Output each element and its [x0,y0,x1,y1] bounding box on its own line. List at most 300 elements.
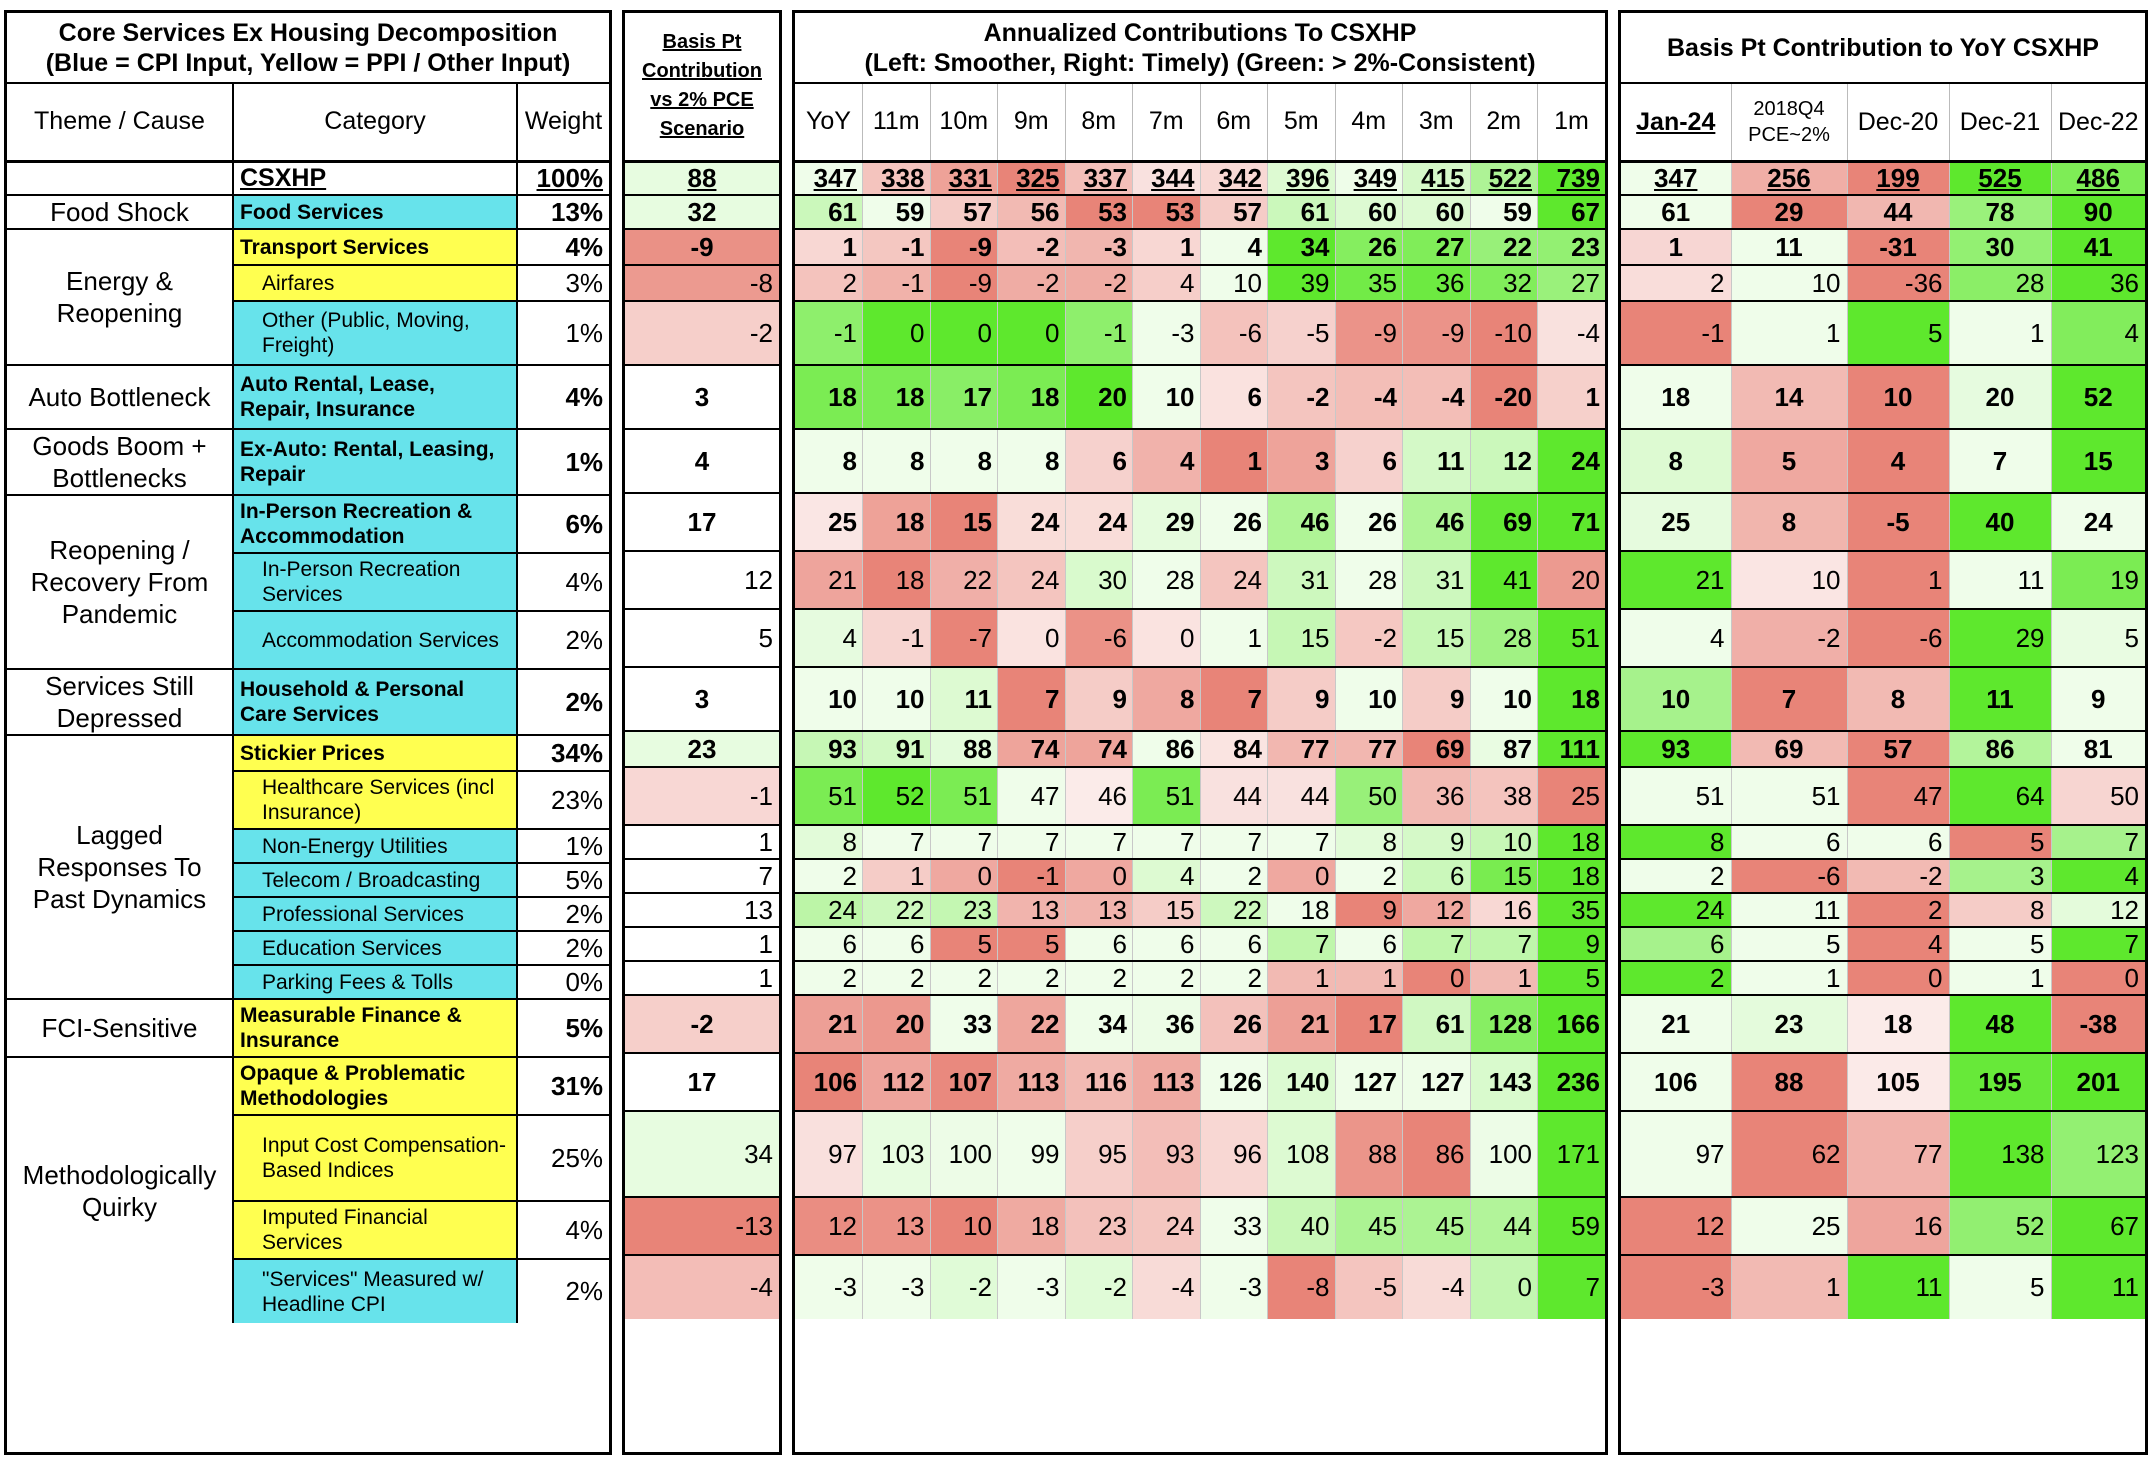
yoy-cell: -6 [1847,609,1949,667]
weight-value: 100% [517,161,609,195]
annualized-cell: 113 [1133,1053,1201,1111]
table-row [625,825,779,859]
annualized-cell: 18 [795,365,863,429]
annualized-cell: 140 [1268,1053,1336,1111]
annualized-cell: 342 [1200,161,1268,195]
yoy-cell: 105 [1847,1053,1949,1111]
annualized-cell: 18 [863,493,931,551]
annualized-cell: 44 [1268,767,1336,825]
category-input-cost-compensation-based-indices: Input Cost Compensation-Based Indices [233,1115,517,1201]
annualized-cell: -1 [863,229,931,265]
annualized-cell: -2 [930,1255,998,1319]
table-row [795,265,1605,301]
annualized-col-7m: 7m [1133,83,1201,161]
yoy-cell: 7 [2051,825,2145,859]
annualized-cell: 2 [1200,961,1268,995]
yoy-cell: 5 [1731,927,1847,961]
theme-header: Theme / Cause [7,83,233,161]
annualized-cell: 415 [1403,161,1471,195]
yoy-cell: 18 [1621,365,1731,429]
annualized-cell: 41 [1470,551,1538,609]
category-in-person-recreation-services: In-Person Recreation Services [233,553,517,611]
annualized-cell: -9 [1403,301,1471,365]
table-row [1621,667,2145,731]
annualized-cell: 59 [1538,1197,1606,1255]
annualized-col-4m: 4m [1335,83,1403,161]
annualized-cell: 325 [998,161,1066,195]
yoy-cell: 29 [1949,609,2051,667]
yoy-cell: 1 [1731,301,1847,365]
basis-value: -2 [625,995,779,1053]
basis-value: -2 [625,301,779,365]
category-ex-auto-rental-leasing-repair: Ex-Auto: Rental, Leasing, Repair [233,429,517,495]
basis-value: 1 [625,825,779,859]
basis-value: 3 [625,365,779,429]
annualized-cell: 61 [1403,995,1471,1053]
category-non-energy-utilities: Non-Energy Utilities [233,829,517,863]
table-row [625,767,779,825]
annualized-cell: 6 [1335,429,1403,493]
yoy-cell: 86 [1949,731,2051,767]
table-row [625,961,779,995]
category-imputed-financial-services: Imputed Financial Services [233,1201,517,1259]
yoy-cell: 10 [1621,667,1731,731]
annualized-cell: 6 [863,927,931,961]
annualized-title-line-1: Annualized Contributions To CSXHP [983,18,1417,47]
yoy-cell: 12 [1621,1197,1731,1255]
annualized-cell: 15 [1403,609,1471,667]
weight-value: 31% [517,1057,609,1115]
annualized-cell: 127 [1403,1053,1471,1111]
annualized-cell: 12 [1403,893,1471,927]
annualized-cell: 10 [1133,365,1201,429]
yoy-cell: 7 [1731,667,1847,731]
annualized-cell: 143 [1470,1053,1538,1111]
basis-value: 13 [625,893,779,927]
table-row [795,1255,1605,1319]
weight-value: 25% [517,1115,609,1201]
annualized-cell: 128 [1470,995,1538,1053]
yoy-cell: 81 [2051,731,2145,767]
table-row [7,229,609,265]
table-row [1621,493,2145,551]
annualized-cell: 95 [1065,1111,1133,1197]
table-row [795,961,1605,995]
annualized-cell: 56 [998,195,1066,229]
annualized-col-5m: 5m [1268,83,1336,161]
annualized-cell: 7 [1133,825,1201,859]
annualized-cell: 34 [1065,995,1133,1053]
annualized-cell: 40 [1268,1197,1336,1255]
weight-value: 2% [517,669,609,735]
annualized-cell: 17 [1335,995,1403,1053]
annualized-cell: 1 [1268,961,1336,995]
yoy-cell: 51 [1621,767,1731,825]
annualized-cell: 96 [1200,1111,1268,1197]
annualized-title [795,13,1605,83]
annualized-cell: 1 [1470,961,1538,995]
annualized-cell: -6 [1200,301,1268,365]
annualized-cell: 15 [930,493,998,551]
annualized-cell: 27 [1403,229,1471,265]
yoy-cell: 1 [1847,551,1949,609]
yoy-cell: 11 [1731,893,1847,927]
category-telecom-broadcasting: Telecom / Broadcasting [233,863,517,897]
annualized-cell: 59 [863,195,931,229]
annualized-cell: -6 [1065,609,1133,667]
category-healthcare-services-incl-insurance: Healthcare Services (incl Insurance) [233,771,517,829]
table-row [625,859,779,893]
table-row [795,859,1605,893]
weight-value: 34% [517,735,609,771]
yoy-cell: 5 [1949,1255,2051,1319]
annualized-cell: -1 [998,859,1066,893]
annualized-cell: 127 [1335,1053,1403,1111]
yoy-cell: -3 [1621,1255,1731,1319]
annualized-cell: 739 [1538,161,1606,195]
annualized-cell: 69 [1470,493,1538,551]
annualized-cell: 53 [1065,195,1133,229]
yoy-cell: 47 [1847,767,1949,825]
annualized-cell: 61 [795,195,863,229]
annualized-cell: 86 [1133,731,1201,767]
table-row [795,1111,1605,1197]
annualized-cell: -4 [1335,365,1403,429]
basis-value: 23 [625,731,779,767]
yoy-cell: 5 [1847,301,1949,365]
yoy-cell: 6 [1847,825,1949,859]
yoy-cell: 50 [2051,767,2145,825]
theme-cell: Energy & Reopening [7,229,233,365]
annualized-cell: 8 [795,825,863,859]
yoy-cell: 4 [1847,927,1949,961]
annualized-cell: 2 [863,961,931,995]
basis-value: 88 [625,161,779,195]
yoy-cell: 25 [1621,493,1731,551]
table-row [7,161,609,195]
weight-value: 1% [517,829,609,863]
annualized-cell: 26 [1335,229,1403,265]
table-row [1621,927,2145,961]
yoy-cell: 195 [1949,1053,2051,1111]
annualized-cell: 8 [998,429,1066,493]
annualized-cell: 61 [1268,195,1336,229]
annualized-cell: -9 [1335,301,1403,365]
annualized-cell: 30 [1065,551,1133,609]
annualized-cell: 2 [998,961,1066,995]
annualized-cell: -2 [1268,365,1336,429]
annualized-cell: 91 [863,731,931,767]
annualized-cell: 21 [795,551,863,609]
annualized-cell: 8 [1133,667,1201,731]
annualized-cell: 24 [998,493,1066,551]
annualized-cell: 1 [1200,429,1268,493]
annualized-cell: 1 [1200,609,1268,667]
annualized-cell: 6 [1200,927,1268,961]
yoy-cell: 7 [1949,429,2051,493]
yoy-cell: 28 [1949,265,2051,301]
annualized-cell: -4 [1403,365,1471,429]
annualized-cell: 108 [1268,1111,1336,1197]
yoy-cell: 18 [1847,995,1949,1053]
yoy-cell: 525 [1949,161,2051,195]
annualized-cell: 4 [1133,859,1201,893]
annualized-cell: 26 [1200,493,1268,551]
annualized-cell: 22 [863,893,931,927]
annualized-cell: 13 [863,1197,931,1255]
yoy-col-dec-21: Dec-21 [1949,83,2051,161]
yoy-cell: 4 [2051,301,2145,365]
annualized-cell: 46 [1065,767,1133,825]
annualized-cell: 6 [795,927,863,961]
yoy-cell: 64 [1949,767,2051,825]
yoy-cell: 347 [1621,161,1731,195]
annualized-cell: 4 [795,609,863,667]
yoy-cell: 5 [2051,609,2145,667]
annualized-cell: 11 [930,667,998,731]
yoy-cell: 138 [1949,1111,2051,1197]
panel-title [7,13,609,83]
yoy-cell: 7 [2051,927,2145,961]
title-line-1: Core Services Ex Housing Decomposition [58,18,558,47]
weight-value: 3% [517,265,609,301]
theme-cell: Reopening / Recovery From Pandemic [7,495,233,669]
annualized-cell: 24 [998,551,1066,609]
annualized-cell: 7 [1268,825,1336,859]
basis-value: -13 [625,1197,779,1255]
basis-value: 7 [625,859,779,893]
annualized-cell: 59 [1470,195,1538,229]
annualized-cell: 31 [1268,551,1336,609]
table-row [625,493,779,551]
annualized-cell: 23 [930,893,998,927]
annualized-cell: 13 [998,893,1066,927]
table-row [625,551,779,609]
annualized-cell: 6 [1065,927,1133,961]
yoy-cell: 1 [1731,961,1847,995]
weight-value: 23% [517,771,609,829]
table-row [795,667,1605,731]
annualized-cell: -20 [1470,365,1538,429]
basis-value: -8 [625,265,779,301]
annualized-cell: 74 [1065,731,1133,767]
table-row [795,1197,1605,1255]
table-row [625,161,779,195]
annualized-cell: 33 [930,995,998,1053]
annualized-cell: 44 [1200,767,1268,825]
annualized-cell: 8 [930,429,998,493]
yoy-cell: 16 [1847,1197,1949,1255]
annualized-cell: 84 [1200,731,1268,767]
table-row [625,667,779,731]
annualized-cell: 22 [930,551,998,609]
annualized-title-line-2: (Left: Smoother, Right: Timely) (Green: > 2%-Consistent) [864,48,1536,77]
yoy-cell: 9 [2051,667,2145,731]
yoy-cell: 24 [1621,893,1731,927]
category-csxhp: CSXHP [233,161,517,195]
yoy-cell: 11 [1847,1255,1949,1319]
table-row [625,365,779,429]
table-row [7,735,609,771]
yoy-cell: 11 [1949,667,2051,731]
yoy-cell: -5 [1847,493,1949,551]
annualized-cell: 7 [1200,667,1268,731]
annualized-cell: -1 [863,265,931,301]
annualized-cell: 6 [1133,927,1201,961]
annualized-cell: 24 [1065,493,1133,551]
annualized-cell: 10 [795,667,863,731]
annualized-cell: 51 [795,767,863,825]
annualized-col-yoy: YoY [795,83,863,161]
annualized-cell: 93 [795,731,863,767]
annualized-cell: 28 [1335,551,1403,609]
annualized-cell: 8 [1335,825,1403,859]
annualized-cell: 25 [1538,767,1606,825]
table-row [1621,1053,2145,1111]
category-panel [4,10,612,1455]
theme-cell: Goods Boom + Bottlenecks [7,429,233,495]
annualized-cell: -4 [1403,1255,1471,1319]
yoy-cell: -1 [1621,301,1731,365]
yoy-cell: 69 [1731,731,1847,767]
annualized-cell: 337 [1065,161,1133,195]
category-header: Category [233,83,517,161]
theme-cell: Services Still Depressed [7,669,233,735]
table-row [1621,429,2145,493]
yoy-cell: 2 [1621,961,1731,995]
yoy-cell: 5 [1949,825,2051,859]
basis-value: -4 [625,1255,779,1319]
annualized-cell: 53 [1133,195,1201,229]
table-row [7,195,609,229]
annualized-cell: 349 [1335,161,1403,195]
basis-value: -9 [625,229,779,265]
annualized-cell: 67 [1538,195,1606,229]
annualized-cell: 10 [1470,825,1538,859]
annualized-cell: -5 [1268,301,1336,365]
annualized-cell: 46 [1268,493,1336,551]
table-row [1621,161,2145,195]
annualized-cell: -2 [1335,609,1403,667]
table-row [1621,551,2145,609]
yoy-cell: 4 [1847,429,1949,493]
category-auto-rental-lease-repair-insurance: Auto Rental, Lease, Repair, Insurance [233,365,517,429]
annualized-cell: -3 [1065,229,1133,265]
annualized-cell: 87 [1470,731,1538,767]
yoy-cell: 44 [1847,195,1949,229]
annualized-cell: -7 [930,609,998,667]
annualized-cell: 3 [1268,429,1336,493]
annualized-cell: 20 [1538,551,1606,609]
annualized-table [795,13,1605,1319]
theme-cell: Methodologically Quirky [7,1057,233,1323]
annualized-cell: 107 [930,1053,998,1111]
annualized-cell: 93 [1133,1111,1201,1197]
table-row [625,429,779,493]
weight-value: 0% [517,965,609,999]
table-row [1621,767,2145,825]
annualized-cell: 113 [998,1053,1066,1111]
table-row [795,609,1605,667]
annualized-cell: 35 [1538,893,1606,927]
annualized-cell: 24 [1200,551,1268,609]
annualized-cell: -3 [1133,301,1201,365]
annualized-cell: 0 [998,301,1066,365]
annualized-cell: 20 [1065,365,1133,429]
annualized-cell: 24 [795,893,863,927]
yoy-cell: 256 [1731,161,1847,195]
annualized-cell: 7 [1470,927,1538,961]
yoy-cell: 61 [1621,195,1731,229]
category-transport-services: Transport Services [233,229,517,265]
table-row [795,301,1605,365]
annualized-cell: 7 [998,825,1066,859]
weight-value: 2% [517,897,609,931]
basis-value: 5 [625,609,779,667]
annualized-cell: -2 [998,265,1066,301]
annualized-cell: 46 [1403,493,1471,551]
weight-value: 6% [517,495,609,553]
annualized-cell: 86 [1403,1111,1471,1197]
annualized-cell: 1 [795,229,863,265]
yoy-cell: 0 [1847,961,1949,995]
annualized-cell: 28 [1133,551,1201,609]
table-row [795,731,1605,767]
annualized-cell: 22 [1200,893,1268,927]
table-row [625,1197,779,1255]
annualized-cell: 51 [930,767,998,825]
yoy-cell: 4 [2051,859,2145,893]
yoy-cell: 1 [1731,1255,1847,1319]
theme-cell: Food Shock [7,195,233,229]
yoy-cell: 8 [1731,493,1847,551]
basis-header: Basis Pt Contribution vs 2% PCE Scenario [642,31,762,141]
annualized-cell: 28 [1470,609,1538,667]
annualized-cell: 38 [1470,767,1538,825]
annualized-cell: 10 [1200,265,1268,301]
table-row [1621,609,2145,667]
annualized-cell: 100 [1470,1111,1538,1197]
weight-value: 13% [517,195,609,229]
yoy-cell: 6 [1731,825,1847,859]
annualized-cell: 10 [930,1197,998,1255]
annualized-cell: 0 [863,301,931,365]
weight-value: 4% [517,365,609,429]
annualized-cell: 0 [930,301,998,365]
annualized-cell: 2 [1133,961,1201,995]
category-table [7,13,609,1323]
basis-value: 1 [625,927,779,961]
yoy-cell: 90 [2051,195,2145,229]
annualized-cell: 5 [1538,961,1606,995]
annualized-cell: 97 [795,1111,863,1197]
yoy-cell: 199 [1847,161,1949,195]
yoy-cell: 123 [2051,1111,2145,1197]
annualized-cell: 34 [1268,229,1336,265]
annualized-cell: 7 [1200,825,1268,859]
basis-table [625,13,779,1319]
annualized-cell: -3 [1200,1255,1268,1319]
annualized-cell: 8 [863,429,931,493]
annualized-cell: 36 [1403,767,1471,825]
annualized-cell: 9 [1403,667,1471,731]
annualized-cell: 35 [1335,265,1403,301]
weight-value: 4% [517,1201,609,1259]
annualized-cell: 22 [1470,229,1538,265]
yoy-cell: 23 [1731,995,1847,1053]
annualized-cell: 24 [1133,1197,1201,1255]
annualized-cell: -10 [1470,301,1538,365]
